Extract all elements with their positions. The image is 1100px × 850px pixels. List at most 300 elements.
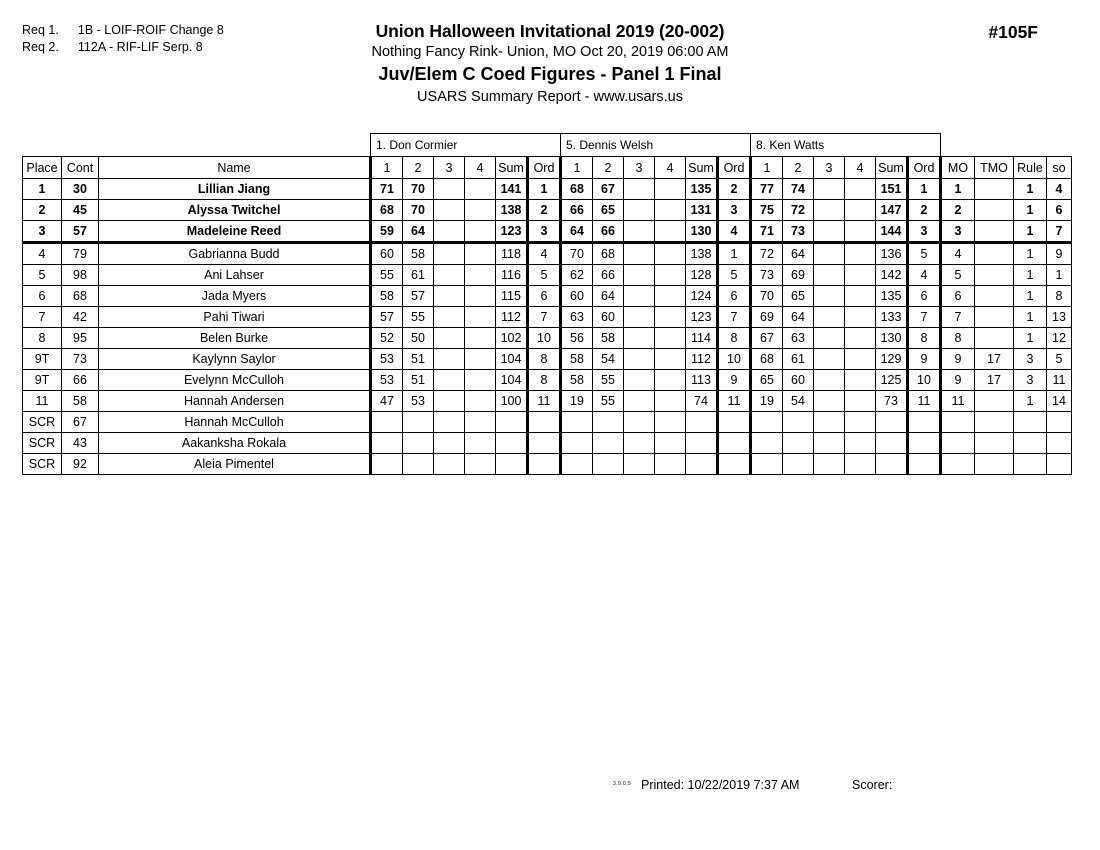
column-header-j2-sum[interactable]: Sum (686, 157, 718, 179)
column-header-j2-score-4[interactable]: 4 (655, 157, 686, 179)
cell-j1-score-2: 64 (403, 221, 434, 243)
cell-j2-ord (718, 433, 751, 454)
cell-j2-score-1: 64 (561, 221, 593, 243)
cell-j3-score-1: 70 (751, 286, 783, 307)
cell-j1-sum (496, 412, 528, 433)
requirement-label: Req (22, 40, 45, 54)
cell-j2-score-1 (561, 433, 593, 454)
cell-place: 9T (23, 370, 62, 391)
cell-mo: 9 (941, 349, 975, 370)
cell-j2-sum: 114 (686, 328, 718, 349)
cell-j3-sum: 147 (876, 200, 908, 221)
cell-j2-score-2: 65 (593, 200, 624, 221)
cell-j2-ord: 9 (718, 370, 751, 391)
cell-place: 5 (23, 265, 62, 286)
cell-j1-ord: 6 (528, 286, 561, 307)
cell-j2-sum: 130 (686, 221, 718, 243)
cell-j1-score-2: 51 (403, 349, 434, 370)
cell-j1-score-2: 70 (403, 179, 434, 200)
cell-tmo (975, 200, 1014, 221)
cell-name: Kaylynn Saylor (99, 349, 371, 370)
cell-j2-score-1: 63 (561, 307, 593, 328)
cell-j2-score-3 (624, 221, 655, 243)
cell-j3-score-4 (845, 179, 876, 200)
cell-j3-ord: 11 (908, 391, 941, 412)
cell-j2-score-1: 66 (561, 200, 593, 221)
cell-cont: 68 (62, 286, 99, 307)
cell-j2-score-2: 60 (593, 307, 624, 328)
table-row[interactable] (23, 349, 1072, 370)
cell-j1-ord (528, 454, 561, 475)
cell-j2-score-3 (624, 200, 655, 221)
cell-j3-score-2: 54 (783, 391, 814, 412)
cell-j1-score-3 (434, 265, 465, 286)
cell-so: 4 (1047, 179, 1072, 200)
report-header (0, 20, 1100, 108)
cell-j3-score-4 (845, 391, 876, 412)
cell-j2-score-2: 68 (593, 243, 624, 265)
cell-j3-score-3 (814, 200, 845, 221)
sheet-code: #105F (988, 22, 1038, 42)
cell-j1-score-3 (434, 200, 465, 221)
cell-j3-score-1 (751, 433, 783, 454)
cell-j3-score-3 (814, 265, 845, 286)
cell-cont: 67 (62, 412, 99, 433)
cell-j2-ord: 7 (718, 307, 751, 328)
column-header-j1-score-2[interactable]: 2 (403, 157, 434, 179)
cell-j1-score-4 (465, 412, 496, 433)
cell-j2-score-3 (624, 265, 655, 286)
column-header-j2-ord[interactable]: Ord (718, 157, 751, 179)
cell-cont: 73 (62, 349, 99, 370)
cell-j3-sum: 144 (876, 221, 908, 243)
cell-j2-score-1: 70 (561, 243, 593, 265)
software-version: 3.9.0.5 (613, 781, 632, 787)
cell-j1-sum: 112 (496, 307, 528, 328)
table-row[interactable] (23, 391, 1072, 412)
column-header-j1-ord[interactable]: Ord (528, 157, 561, 179)
cell-j1-score-3 (434, 349, 465, 370)
cell-so: 7 (1047, 221, 1072, 243)
cell-tmo (975, 179, 1014, 200)
cell-j3-ord (908, 454, 941, 475)
cell-j3-score-4 (845, 349, 876, 370)
cell-j1-score-3 (434, 412, 465, 433)
cell-j1-sum (496, 454, 528, 475)
cell-mo: 11 (941, 391, 975, 412)
cell-j3-score-4 (845, 243, 876, 265)
table-row[interactable] (23, 433, 1072, 454)
table-row[interactable] (23, 265, 1072, 286)
cell-j3-ord: 1 (908, 179, 941, 200)
column-header-name[interactable]: Name (99, 157, 371, 179)
cell-j1-score-1: 71 (371, 179, 403, 200)
cell-mo (941, 454, 975, 475)
cell-j1-score-4 (465, 200, 496, 221)
cell-j3-score-3 (814, 221, 845, 243)
cell-j2-ord (718, 412, 751, 433)
cell-j2-score-4 (655, 349, 686, 370)
column-header-so[interactable]: so (1047, 157, 1072, 179)
cell-j2-ord: 5 (718, 265, 751, 286)
cell-j3-score-4 (845, 328, 876, 349)
cell-tmo (975, 328, 1014, 349)
cell-j1-sum: 104 (496, 349, 528, 370)
cell-j1-sum: 138 (496, 200, 528, 221)
cell-place: 2 (23, 200, 62, 221)
cell-j2-ord: 4 (718, 221, 751, 243)
cell-tmo (975, 307, 1014, 328)
cell-j2-ord: 11 (718, 391, 751, 412)
cell-j1-ord: 8 (528, 370, 561, 391)
cell-tmo (975, 412, 1014, 433)
cell-j2-score-1: 62 (561, 265, 593, 286)
judge-panel-header-1: 1. Don Cormier (371, 134, 561, 157)
cell-j2-score-3 (624, 328, 655, 349)
cell-j2-ord: 10 (718, 349, 751, 370)
cell-name: Hannah McCulloh (99, 412, 371, 433)
cell-so: 8 (1047, 286, 1072, 307)
cell-so (1047, 433, 1072, 454)
cell-rule: 3 (1014, 349, 1047, 370)
cell-j2-score-2: 54 (593, 349, 624, 370)
cell-j3-score-4 (845, 307, 876, 328)
requirement-text: 1B - LOIF-ROIF Change 8 (77, 23, 224, 37)
cell-rule: 1 (1014, 221, 1047, 243)
cell-mo (941, 433, 975, 454)
cell-so: 9 (1047, 243, 1072, 265)
cell-j1-score-4 (465, 433, 496, 454)
cell-j1-sum: 116 (496, 265, 528, 286)
cell-j2-score-2: 58 (593, 328, 624, 349)
cell-tmo (975, 391, 1014, 412)
column-header-j3-sum[interactable]: Sum (876, 157, 908, 179)
cell-j1-ord: 4 (528, 243, 561, 265)
cell-j3-score-3 (814, 370, 845, 391)
cell-j3-ord: 2 (908, 200, 941, 221)
cell-j3-ord: 9 (908, 349, 941, 370)
cell-j1-ord (528, 412, 561, 433)
column-header-mo[interactable]: MO (941, 157, 975, 179)
cell-j1-ord: 2 (528, 200, 561, 221)
cell-j1-score-2 (403, 412, 434, 433)
cell-mo: 2 (941, 200, 975, 221)
column-header-tmo[interactable]: TMO (975, 157, 1014, 179)
cell-j1-score-2: 53 (403, 391, 434, 412)
cell-j1-score-4 (465, 243, 496, 265)
cell-j3-score-3 (814, 349, 845, 370)
table-row[interactable] (23, 328, 1072, 349)
cell-j2-score-1: 58 (561, 349, 593, 370)
cell-j3-score-1: 67 (751, 328, 783, 349)
cell-j3-score-2: 64 (783, 243, 814, 265)
cell-j3-score-1: 72 (751, 243, 783, 265)
cell-j1-score-3 (434, 328, 465, 349)
cell-j1-score-4 (465, 179, 496, 200)
column-header-j3-score-3[interactable]: 3 (814, 157, 845, 179)
cell-tmo (975, 243, 1014, 265)
cell-j3-sum: 135 (876, 286, 908, 307)
cell-j3-score-4 (845, 286, 876, 307)
cell-j2-score-2: 67 (593, 179, 624, 200)
cell-j3-score-4 (845, 370, 876, 391)
cell-j1-score-1: 60 (371, 243, 403, 265)
cell-j2-score-3 (624, 370, 655, 391)
cell-j1-score-1 (371, 412, 403, 433)
column-header-j3-score-2[interactable]: 2 (783, 157, 814, 179)
cell-j3-score-1: 69 (751, 307, 783, 328)
cell-j3-sum: 136 (876, 243, 908, 265)
cell-j1-score-4 (465, 454, 496, 475)
cell-place: 9T (23, 349, 62, 370)
cell-so: 12 (1047, 328, 1072, 349)
cell-place: 1 (23, 179, 62, 200)
cell-j3-ord: 5 (908, 243, 941, 265)
requirement-number: 2. (48, 40, 59, 54)
cell-j1-score-2: 57 (403, 286, 434, 307)
column-header-j3-score-4[interactable]: 4 (845, 157, 876, 179)
cell-j2-score-4 (655, 200, 686, 221)
cell-rule: 1 (1014, 286, 1047, 307)
cell-so (1047, 454, 1072, 475)
table-row[interactable] (23, 370, 1072, 391)
cell-rule: 1 (1014, 243, 1047, 265)
cell-j2-ord: 6 (718, 286, 751, 307)
cell-j2-score-3 (624, 454, 655, 475)
cell-j1-score-3 (434, 286, 465, 307)
cell-mo: 5 (941, 265, 975, 286)
table-spacer-cell-right (941, 134, 1072, 157)
cell-cont: 66 (62, 370, 99, 391)
table-row[interactable] (23, 286, 1072, 307)
cell-place: 11 (23, 391, 62, 412)
cell-j3-score-1: 68 (751, 349, 783, 370)
cell-j2-score-4 (655, 286, 686, 307)
column-header-place[interactable]: Place (23, 157, 62, 179)
cell-j1-score-1: 52 (371, 328, 403, 349)
column-header-j1-score-1[interactable]: 1 (371, 157, 403, 179)
event-title: Juv/Elem C Coed Figures - Panel 1 Final (378, 64, 722, 84)
cell-j1-score-4 (465, 265, 496, 286)
cell-cont: 92 (62, 454, 99, 475)
cell-j2-score-2: 64 (593, 286, 624, 307)
cell-name: Evelynn McCulloh (99, 370, 371, 391)
cell-j1-ord: 5 (528, 265, 561, 286)
cell-j3-score-2: 63 (783, 328, 814, 349)
cell-j1-score-2: 51 (403, 370, 434, 391)
cell-j1-sum: 118 (496, 243, 528, 265)
cell-j1-score-4 (465, 370, 496, 391)
cell-name: Gabrianna Budd (99, 243, 371, 265)
cell-j3-score-3 (814, 391, 845, 412)
cell-j2-score-4 (655, 328, 686, 349)
table-row[interactable] (23, 179, 1072, 200)
cell-place: SCR (23, 412, 62, 433)
cell-j1-score-4 (465, 391, 496, 412)
cell-rule: 1 (1014, 307, 1047, 328)
cell-cont: 43 (62, 433, 99, 454)
cell-j2-score-4 (655, 243, 686, 265)
cell-j2-score-1 (561, 412, 593, 433)
table-row[interactable] (23, 243, 1072, 265)
cell-j2-score-1: 56 (561, 328, 593, 349)
cell-j2-score-3 (624, 412, 655, 433)
column-header-rule[interactable]: Rule (1014, 157, 1047, 179)
cell-j2-sum: 138 (686, 243, 718, 265)
column-header-j1-score-3[interactable]: 3 (434, 157, 465, 179)
cell-name: Pahi Tiwari (99, 307, 371, 328)
cell-j3-score-3 (814, 454, 845, 475)
cell-j2-score-4 (655, 433, 686, 454)
column-header-j2-score-2[interactable]: 2 (593, 157, 624, 179)
cell-so (1047, 412, 1072, 433)
cell-j3-sum: 130 (876, 328, 908, 349)
column-header-j2-score-3[interactable]: 3 (624, 157, 655, 179)
cell-j2-score-4 (655, 391, 686, 412)
cell-name: Lillian Jiang (99, 179, 371, 200)
cell-j2-score-4 (655, 307, 686, 328)
cell-j2-score-1 (561, 454, 593, 475)
cell-so: 14 (1047, 391, 1072, 412)
table-row[interactable] (23, 221, 1072, 243)
cell-j1-score-4 (465, 328, 496, 349)
cell-place: 4 (23, 243, 62, 265)
cell-j1-score-1 (371, 433, 403, 454)
column-header-j1-sum[interactable]: Sum (496, 157, 528, 179)
cell-place: 8 (23, 328, 62, 349)
cell-j3-score-4 (845, 221, 876, 243)
cell-j3-ord: 3 (908, 221, 941, 243)
cell-j1-sum: 115 (496, 286, 528, 307)
cell-j2-sum (686, 433, 718, 454)
cell-j1-score-1: 53 (371, 370, 403, 391)
cell-j1-score-1: 59 (371, 221, 403, 243)
cell-cont: 30 (62, 179, 99, 200)
column-header-j2-score-1[interactable]: 1 (561, 157, 593, 179)
requirement-text: 112A - RIF-LIF Serp. 8 (77, 40, 203, 54)
cell-j2-sum: 113 (686, 370, 718, 391)
cell-tmo (975, 454, 1014, 475)
venue-datetime: Nothing Fancy Rink- Union, MO Oct 20, 2019 06:00 AM (371, 44, 729, 60)
cell-j1-score-3 (434, 221, 465, 243)
cell-j1-sum: 100 (496, 391, 528, 412)
cell-j2-score-4 (655, 370, 686, 391)
cell-j2-score-3 (624, 286, 655, 307)
judge-panel-header-2: 5. Dennis Welsh (561, 134, 751, 157)
cell-j3-score-2: 61 (783, 349, 814, 370)
cell-j2-score-3 (624, 243, 655, 265)
cell-name: Aakanksha Rokala (99, 433, 371, 454)
cell-j1-score-1: 68 (371, 200, 403, 221)
cell-j3-ord (908, 412, 941, 433)
cell-tmo: 17 (975, 370, 1014, 391)
cell-j1-sum (496, 433, 528, 454)
cell-tmo (975, 286, 1014, 307)
cell-mo: 9 (941, 370, 975, 391)
cell-j3-sum: 151 (876, 179, 908, 200)
cell-cont: 57 (62, 221, 99, 243)
cell-j3-score-3 (814, 412, 845, 433)
cell-j1-score-2 (403, 433, 434, 454)
cell-j3-score-3 (814, 307, 845, 328)
table-row[interactable] (23, 307, 1072, 328)
cell-j2-score-2: 55 (593, 391, 624, 412)
table-row[interactable] (23, 200, 1072, 221)
cell-mo (941, 412, 975, 433)
cell-j3-sum: 142 (876, 265, 908, 286)
cell-so: 13 (1047, 307, 1072, 328)
column-header-j1-score-4[interactable]: 4 (465, 157, 496, 179)
cell-j1-score-4 (465, 307, 496, 328)
cell-tmo (975, 433, 1014, 454)
cell-j2-score-4 (655, 221, 686, 243)
cell-j3-score-1: 73 (751, 265, 783, 286)
cell-cont: 98 (62, 265, 99, 286)
cell-j1-ord: 7 (528, 307, 561, 328)
cell-j3-score-4 (845, 454, 876, 475)
report-subtitle: USARS Summary Report - www.usars.us (417, 89, 683, 105)
cell-name: Madeleine Reed (99, 221, 371, 243)
column-header-j3-score-1[interactable]: 1 (751, 157, 783, 179)
cell-j2-sum: 135 (686, 179, 718, 200)
cell-j3-score-2 (783, 454, 814, 475)
cell-j3-score-3 (814, 433, 845, 454)
cell-j1-sum: 123 (496, 221, 528, 243)
cell-j3-ord: 7 (908, 307, 941, 328)
cell-j2-sum (686, 412, 718, 433)
cell-mo: 3 (941, 221, 975, 243)
cell-j1-score-1: 57 (371, 307, 403, 328)
column-header-j3-ord[interactable]: Ord (908, 157, 941, 179)
requirement-label: Req (22, 23, 45, 37)
cell-name: Jada Myers (99, 286, 371, 307)
cell-name: Hannah Andersen (99, 391, 371, 412)
cell-j1-score-1 (371, 454, 403, 475)
cell-j3-score-2 (783, 412, 814, 433)
cell-j1-score-2: 50 (403, 328, 434, 349)
table-row[interactable] (23, 412, 1072, 433)
cell-rule: 1 (1014, 391, 1047, 412)
cell-j3-score-4 (845, 200, 876, 221)
cell-j3-ord: 6 (908, 286, 941, 307)
cell-j2-score-2 (593, 412, 624, 433)
cell-j2-ord (718, 454, 751, 475)
cell-j1-ord: 11 (528, 391, 561, 412)
table-row[interactable] (23, 454, 1072, 475)
cell-j1-score-3 (434, 454, 465, 475)
cell-j2-score-3 (624, 433, 655, 454)
cell-name: Alyssa Twitchel (99, 200, 371, 221)
cell-j2-score-4 (655, 265, 686, 286)
cell-tmo (975, 265, 1014, 286)
cell-j1-score-2: 58 (403, 243, 434, 265)
cell-j3-score-1: 19 (751, 391, 783, 412)
cell-j1-sum: 104 (496, 370, 528, 391)
cell-j3-ord: 4 (908, 265, 941, 286)
cell-j1-score-3 (434, 433, 465, 454)
cell-mo: 4 (941, 243, 975, 265)
cell-j2-score-4 (655, 454, 686, 475)
cell-cont: 58 (62, 391, 99, 412)
cell-so: 11 (1047, 370, 1072, 391)
cell-j1-score-3 (434, 179, 465, 200)
cell-j1-ord (528, 433, 561, 454)
judge-panel-header-3: 8. Ken Watts (751, 134, 941, 157)
cell-j1-score-1: 55 (371, 265, 403, 286)
cell-j1-score-1: 58 (371, 286, 403, 307)
column-header-cont[interactable]: Cont (62, 157, 99, 179)
cell-j2-score-3 (624, 307, 655, 328)
